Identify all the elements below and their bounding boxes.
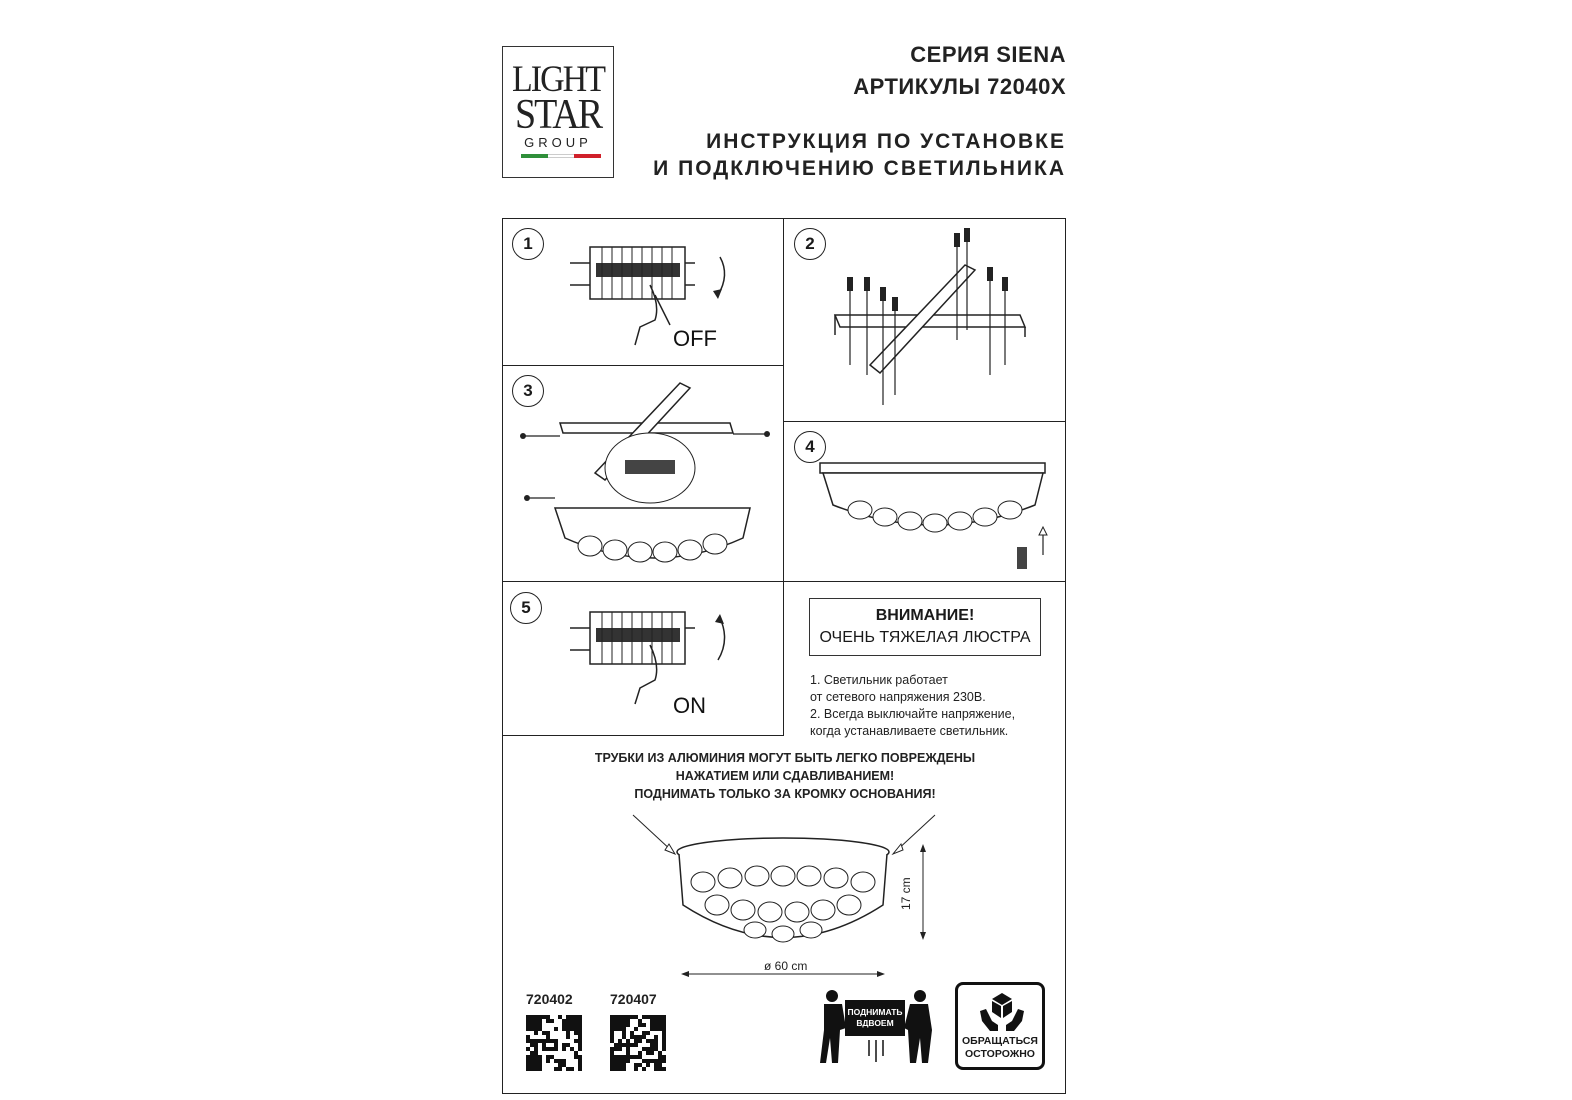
divider bbox=[502, 365, 784, 366]
instruction-title-line2: И ПОДКЛЮЧЕНИЮ СВЕТИЛЬНИКА bbox=[653, 157, 1066, 180]
brand-logo bbox=[502, 46, 614, 178]
note-line: когда устанавливаете светильник. bbox=[810, 724, 1009, 738]
article-number: 720402 bbox=[526, 991, 573, 1007]
warning-title: ВНИМАНИЕ! bbox=[875, 607, 975, 624]
mounting-bracket-illustration bbox=[825, 225, 1045, 415]
note-line: 2. Всегда выключайте напряжение, bbox=[810, 707, 1016, 721]
series-title: СЕРИЯ SIENA bbox=[910, 42, 1066, 67]
qr-code-720402[interactable] bbox=[526, 1015, 582, 1071]
note-line: от сетевого напряжения 230В. bbox=[810, 690, 986, 704]
flag-red bbox=[574, 154, 601, 158]
articles-title: АРТИКУЛЫ 72040X bbox=[853, 74, 1066, 99]
step-5-on-label: ON bbox=[673, 693, 706, 718]
note-line: 1. Светильник работает bbox=[810, 673, 948, 687]
divider bbox=[502, 581, 1066, 582]
caution-line-1: ТРУБКИ ИЗ АЛЮМИНИЯ МОГУТ БЫТЬ ЛЕГКО ПОВРЕЖДЕНЫ bbox=[594, 751, 976, 765]
step-2-badge: 2 bbox=[794, 228, 826, 260]
caution-line-2: НАЖАТИЕМ ИЛИ СДАВЛИВАНИЕМ! bbox=[675, 769, 895, 783]
warning-box bbox=[809, 598, 1041, 656]
qr-code-720407[interactable] bbox=[610, 1015, 666, 1071]
logo-word-group: GROUP bbox=[524, 135, 592, 150]
fragile-hands-icon bbox=[978, 991, 1026, 1033]
handle-with-care-badge bbox=[955, 982, 1045, 1070]
step-5-badge: 5 bbox=[510, 592, 542, 624]
warning-subtitle: ОЧЕНЬ ТЯЖЕЛАЯ ЛЮСТРА bbox=[819, 629, 1031, 646]
step-1-off-label: OFF bbox=[673, 326, 717, 351]
divider bbox=[783, 218, 784, 735]
lift-together-sign: ПОДНИМАТЬ ВДВОЕМ bbox=[845, 1000, 905, 1036]
article-number: 720407 bbox=[610, 991, 657, 1007]
caution-line-3: ПОДНИМАТЬ ТОЛЬКО ЗА КРОМКУ ОСНОВАНИЯ! bbox=[634, 787, 936, 801]
flag-white bbox=[548, 154, 575, 158]
instruction-title-line1: ИНСТРУКЦИЯ ПО УСТАНОВКЕ bbox=[706, 130, 1066, 153]
breaker-off-illustration bbox=[560, 235, 760, 355]
step-1-badge: 1 bbox=[512, 228, 544, 260]
height-dimension-label: 17 cm bbox=[899, 877, 913, 910]
flag-green bbox=[521, 154, 548, 158]
handle-with-care-label: ОБРАЩАТЬСЯ ОСТОРОЖНО bbox=[962, 1035, 1038, 1060]
italian-flag-stripe bbox=[521, 154, 601, 158]
step-3-badge: 3 bbox=[512, 375, 544, 407]
breaker-on-illustration bbox=[560, 600, 760, 710]
divider bbox=[502, 735, 784, 736]
logo-word-light: LIGHT bbox=[512, 59, 604, 100]
logo-word-star: STAR bbox=[514, 91, 602, 139]
divider bbox=[784, 421, 1066, 422]
diameter-dimension-label: ø 60 cm bbox=[764, 959, 808, 973]
step-4-badge: 4 bbox=[794, 431, 826, 463]
wiring-connection-illustration bbox=[515, 378, 780, 578]
lamp-mount-illustration bbox=[815, 455, 1060, 580]
